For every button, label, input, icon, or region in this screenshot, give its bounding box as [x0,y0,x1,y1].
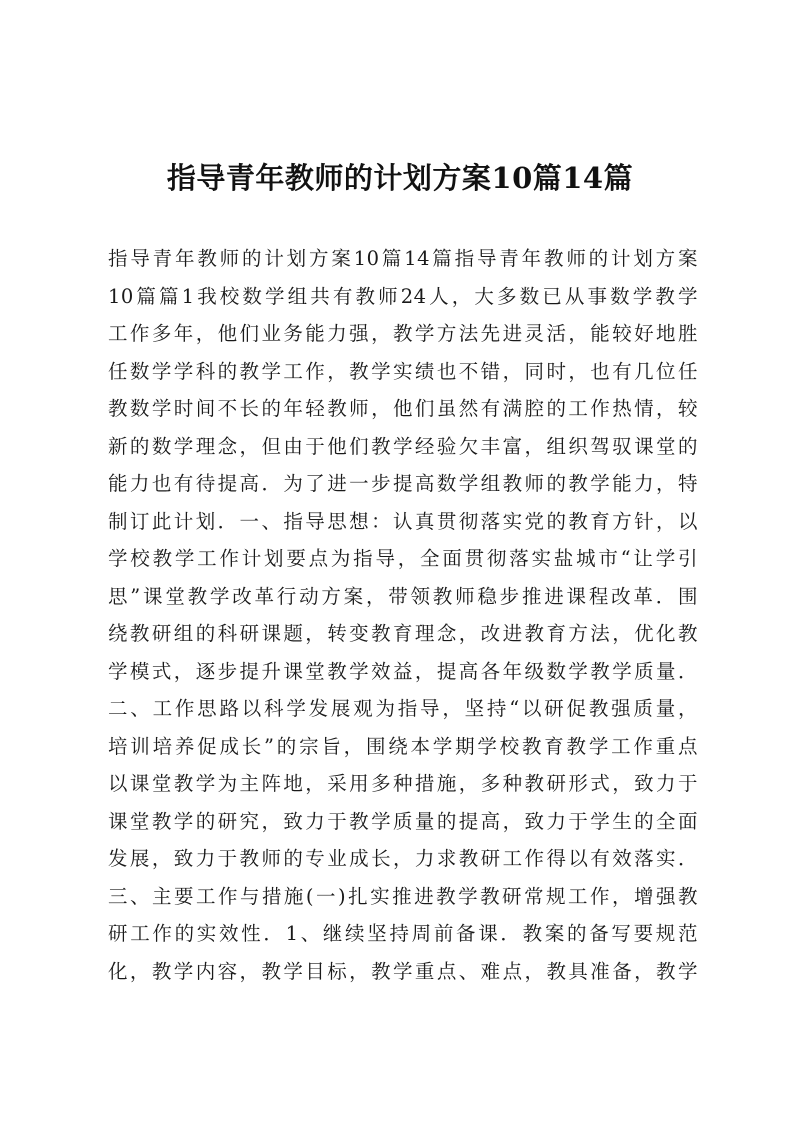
body-text-line: 绕教研组的科研课题，转变教育理念，改进教育方法，优化教 [108,622,698,645]
body-text-line: 以课堂教学为主阵地，采用多种措施，多种教研形式，致力于 [108,772,698,795]
body-text-line: 课堂教学的研究，致力于教学质量的提高，致力于学生的全面 [108,809,698,833]
body-text-line: 能力也有待提高．为了进一步提高数学组教师的教学能力，特 [108,472,698,495]
body-text-line: 思”课堂教学改革行动方案，带领教师稳步推进课程改革．围 [108,584,698,608]
body-text-line: 指导青年教师的计划方案10篇14篇指导青年教师的计划方案 [108,247,698,270]
body-text-line: 10篇篇1我校数学组共有教师24人，大多数已从事数学教学 [108,284,698,308]
body-text-line: 二、工作思路以科学发展观为指导，坚持“以研促教强质量， [108,697,698,720]
body-text-line: 化，教学内容，教学目标，教学重点、难点，教具准备，教学 [108,959,698,983]
document-body [108,240,698,990]
body-text-line: 工作多年，他们业务能力强，教学方法先进灵活，能较好地胜 [108,322,698,345]
body-text-line: 教数学时间不长的年轻教师，他们虽然有满腔的工作热情，较 [108,397,698,420]
body-text-line: 制订此计划．一、指导思想：认真贯彻落实党的教育方针，以 [108,509,698,533]
document-title: 指导青年教师的计划方案10篇14篇 [166,161,634,195]
body-text-line: 任数学学科的教学工作，教学实绩也不错，同时，也有几位任 [108,359,698,383]
body-text-line: 学模式，逐步提升课堂教学效益，提高各年级数学教学质量． [108,659,698,683]
body-text-line: 学校教学工作计划要点为指导，全面贯彻落实盐城市“让学引 [108,547,698,570]
body-text-line: 三、主要工作与措施(一)扎实推进教学教研常规工作，增强教 [108,884,698,908]
body-text-line: 发展，致力于教师的专业成长，力求教研工作得以有效落实． [108,847,698,870]
body-text-line: 培训培养促成长”的宗旨，围绕本学期学校教育教学工作重点 [108,734,698,758]
body-text-line: 新的数学理念，但由于他们教学经验欠丰富，组织驾驭课堂的 [108,434,698,458]
body-text-line: 研工作的实效性．1、继续坚持周前备课．教案的备写要规范 [108,922,698,945]
